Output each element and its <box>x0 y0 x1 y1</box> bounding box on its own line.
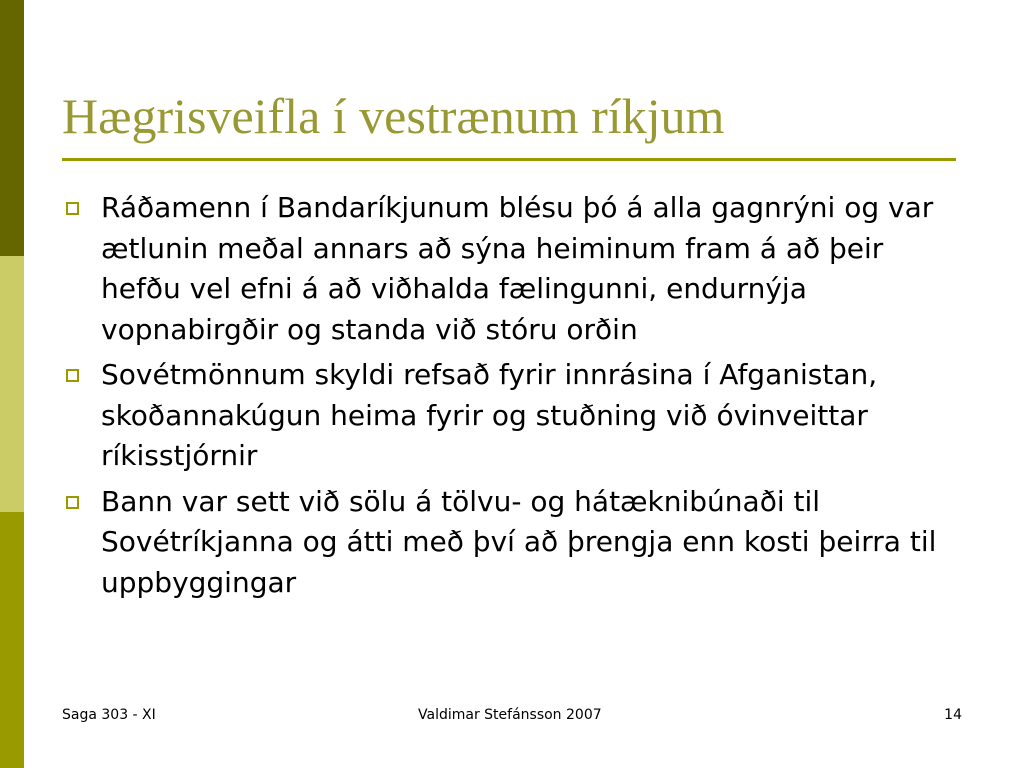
bullet-item <box>62 355 962 477</box>
slide-title: Hægrisveifla í vestrænum ríkjum <box>62 88 725 144</box>
footer-author: Valdimar Stefánsson 2007 <box>418 707 602 723</box>
side-band-dark <box>0 0 24 256</box>
title-underline <box>62 158 956 161</box>
side-band-olive <box>0 512 24 768</box>
bullet-text: Ráðamenn í Bandaríkjunum blésu þó á alla gagnrýni og var ætlunin meðal annars að sýna heiminum fram á að þeir hefðu vel efni á að viðhalda fælingunni, endurnýja vopnabirgðir og standa við stóru orðin <box>101 191 934 346</box>
square-bullet-icon <box>66 496 79 509</box>
footer-page-number: 14 <box>944 707 962 723</box>
square-bullet-icon <box>66 202 79 215</box>
side-band-light <box>0 256 24 512</box>
bullet-text: Sovétmönnum skyldi refsað fyrir innrásina í Afganistan, skoðannakúgun heima fyrir og stuðning við óvinveittar ríkisstjórnir <box>101 358 878 472</box>
bullet-item <box>62 482 962 604</box>
bullet-text: Bann var sett við sölu á tölvu- og hátæknibúnaði til Sovétríkjanna og átti með því að þrengja enn kosti þeirra til uppbyggingar <box>101 484 937 599</box>
footer-course: Saga 303 - XI <box>62 707 156 723</box>
bullet-item <box>62 188 962 350</box>
square-bullet-icon <box>66 369 79 382</box>
bullet-list <box>62 188 962 608</box>
